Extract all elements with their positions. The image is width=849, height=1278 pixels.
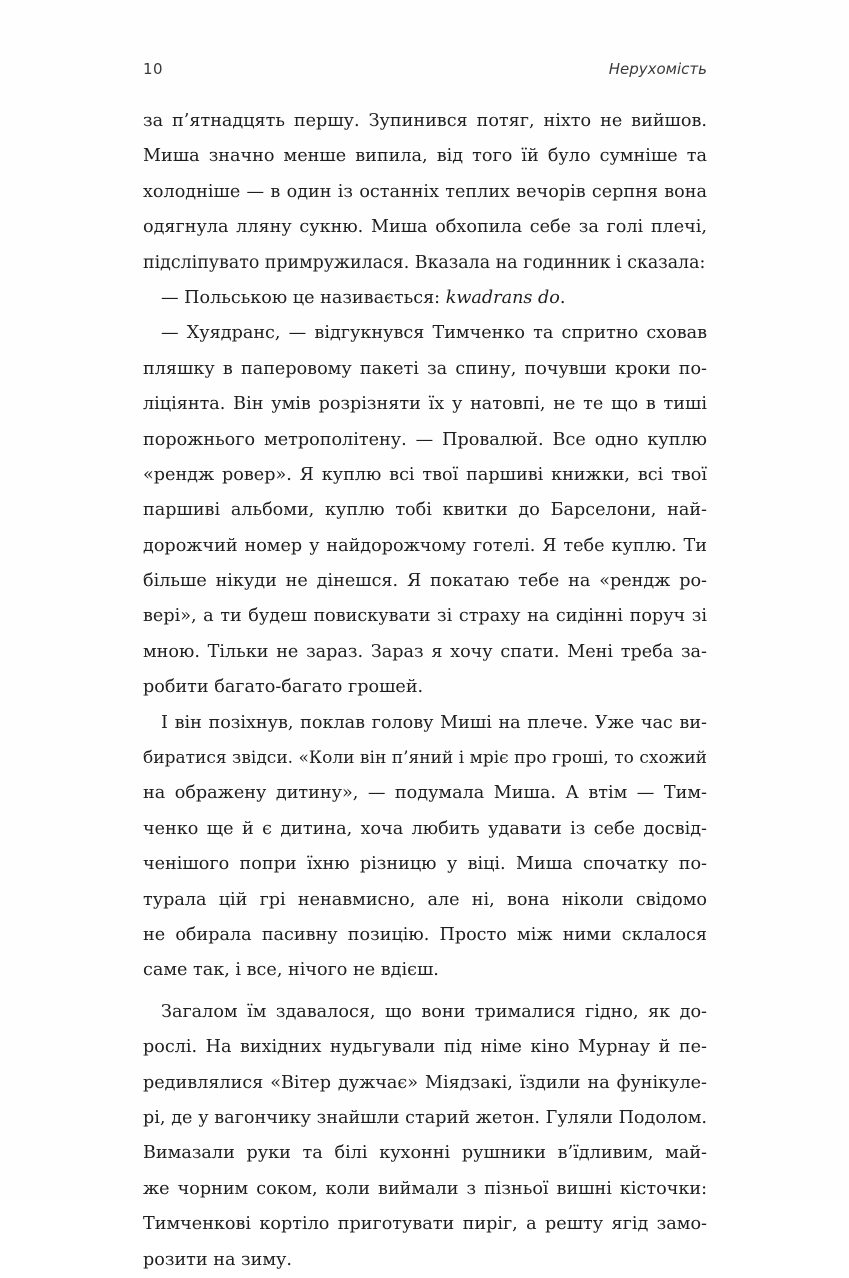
text-line: «рендж ровер». Я куплю всі твої паршиві книжки, всі твої xyxy=(143,464,707,485)
text-line: ченішого попри їхню різницю у віці. Миша спочатку по- xyxy=(143,854,707,875)
text-line: саме так, і все, нічого не вдієш. xyxy=(143,960,439,981)
text-line: одягнула лляну сукню. Миша обхопила себе за голі плечі, xyxy=(143,217,707,238)
italic-trail: . xyxy=(559,287,566,308)
page-number: 10 xyxy=(143,60,164,78)
text-line: на ображену дитину», — подумала Миша. А втім — Тим- xyxy=(143,783,707,804)
text-line: пляшку в паперовому пакеті за спину, почувши кроки по- xyxy=(143,358,707,379)
running-title: Нерухомість xyxy=(608,60,707,78)
text-line: Миша значно менше випила, від того їй було сумніше та xyxy=(143,146,707,167)
italic-phrase: kwadrans do xyxy=(445,287,560,308)
text-line: дорожчий номер у найдорожчому готелі. Я тебе куплю. Ти xyxy=(143,535,707,556)
text-line: рі, де у вагончику знайшли старий жетон. Гуляли Подолом. xyxy=(143,1107,707,1128)
text-line: — Хуядранс, — відгукнувся Тимченко та спритно сховав xyxy=(161,323,707,344)
dialogue-text: — Польською це називається: xyxy=(161,287,446,308)
text-line: за п’ятнадцять першу. Зупинився потяг, ніхто не вийшов. xyxy=(143,111,707,131)
text-line: вері», а ти будеш повискувати зі страху на сидінні поруч зі xyxy=(143,606,707,627)
text-line: Тимченкові кортіло приготувати пиріг, а решту ягід замо- xyxy=(143,1214,707,1235)
text-line: порожнього метрополітену. — Провалюй. Все одно куплю xyxy=(143,429,707,450)
text-line: ліціянта. Він умів розрізняти їх у натовпі, не те що в тиші xyxy=(143,394,707,415)
text-line: рослі. На вихідних нудьгували під німе кіно Мурнау й пе- xyxy=(143,1037,707,1058)
dialogue-line xyxy=(143,281,707,316)
text-line: ченко ще й є дитина, хоча любить удавати із себе досвід- xyxy=(143,818,707,839)
text-line: турала цій грі ненавмисно, але ні, вона ніколи свідомо xyxy=(143,889,707,910)
text-line: більше нікуди не дінешся. Я покатаю тебе на «рендж ро- xyxy=(143,571,707,592)
text-line: підсліпувато примружилася. Вказала на годинник і сказала: xyxy=(143,252,706,273)
text-line: І він позіхнув, поклав голову Миші на плече. Уже час ви- xyxy=(161,712,707,733)
text-line: редивлялися «Вітер дужчає» Міядзакі, їздили на фунікуле- xyxy=(143,1072,707,1093)
text-line: же чорним соком, коли виймали з пізньої вишні кісточки: xyxy=(143,1178,707,1199)
text-line: Загалом їм здавалося, що вони трималися гідно, як до- xyxy=(161,1001,707,1022)
text-line: Вимазали руки та білі кухонні рушники в’їдливим, май- xyxy=(143,1143,707,1164)
text-line: паршиві альбоми, куплю тобі квитки до Барселони, най- xyxy=(143,500,707,521)
text-line: робити багато-багато грошей. xyxy=(143,677,424,698)
text-line: холодніше — в один із останніх теплих вечорів серпня вона xyxy=(143,181,707,202)
text-line: не обирала пасивну позицію. Просто між ними склалося xyxy=(143,924,707,945)
text-line: розити на зиму. xyxy=(143,1249,292,1270)
body-text xyxy=(143,104,707,1278)
text-line: мною. Тільки не зараз. Зараз я хочу спати. Мені треба за- xyxy=(143,641,707,662)
text-line: биратися звідси. «Коли він п’яний і мріє про гроші, то схожий xyxy=(143,748,707,769)
running-head xyxy=(143,60,707,84)
